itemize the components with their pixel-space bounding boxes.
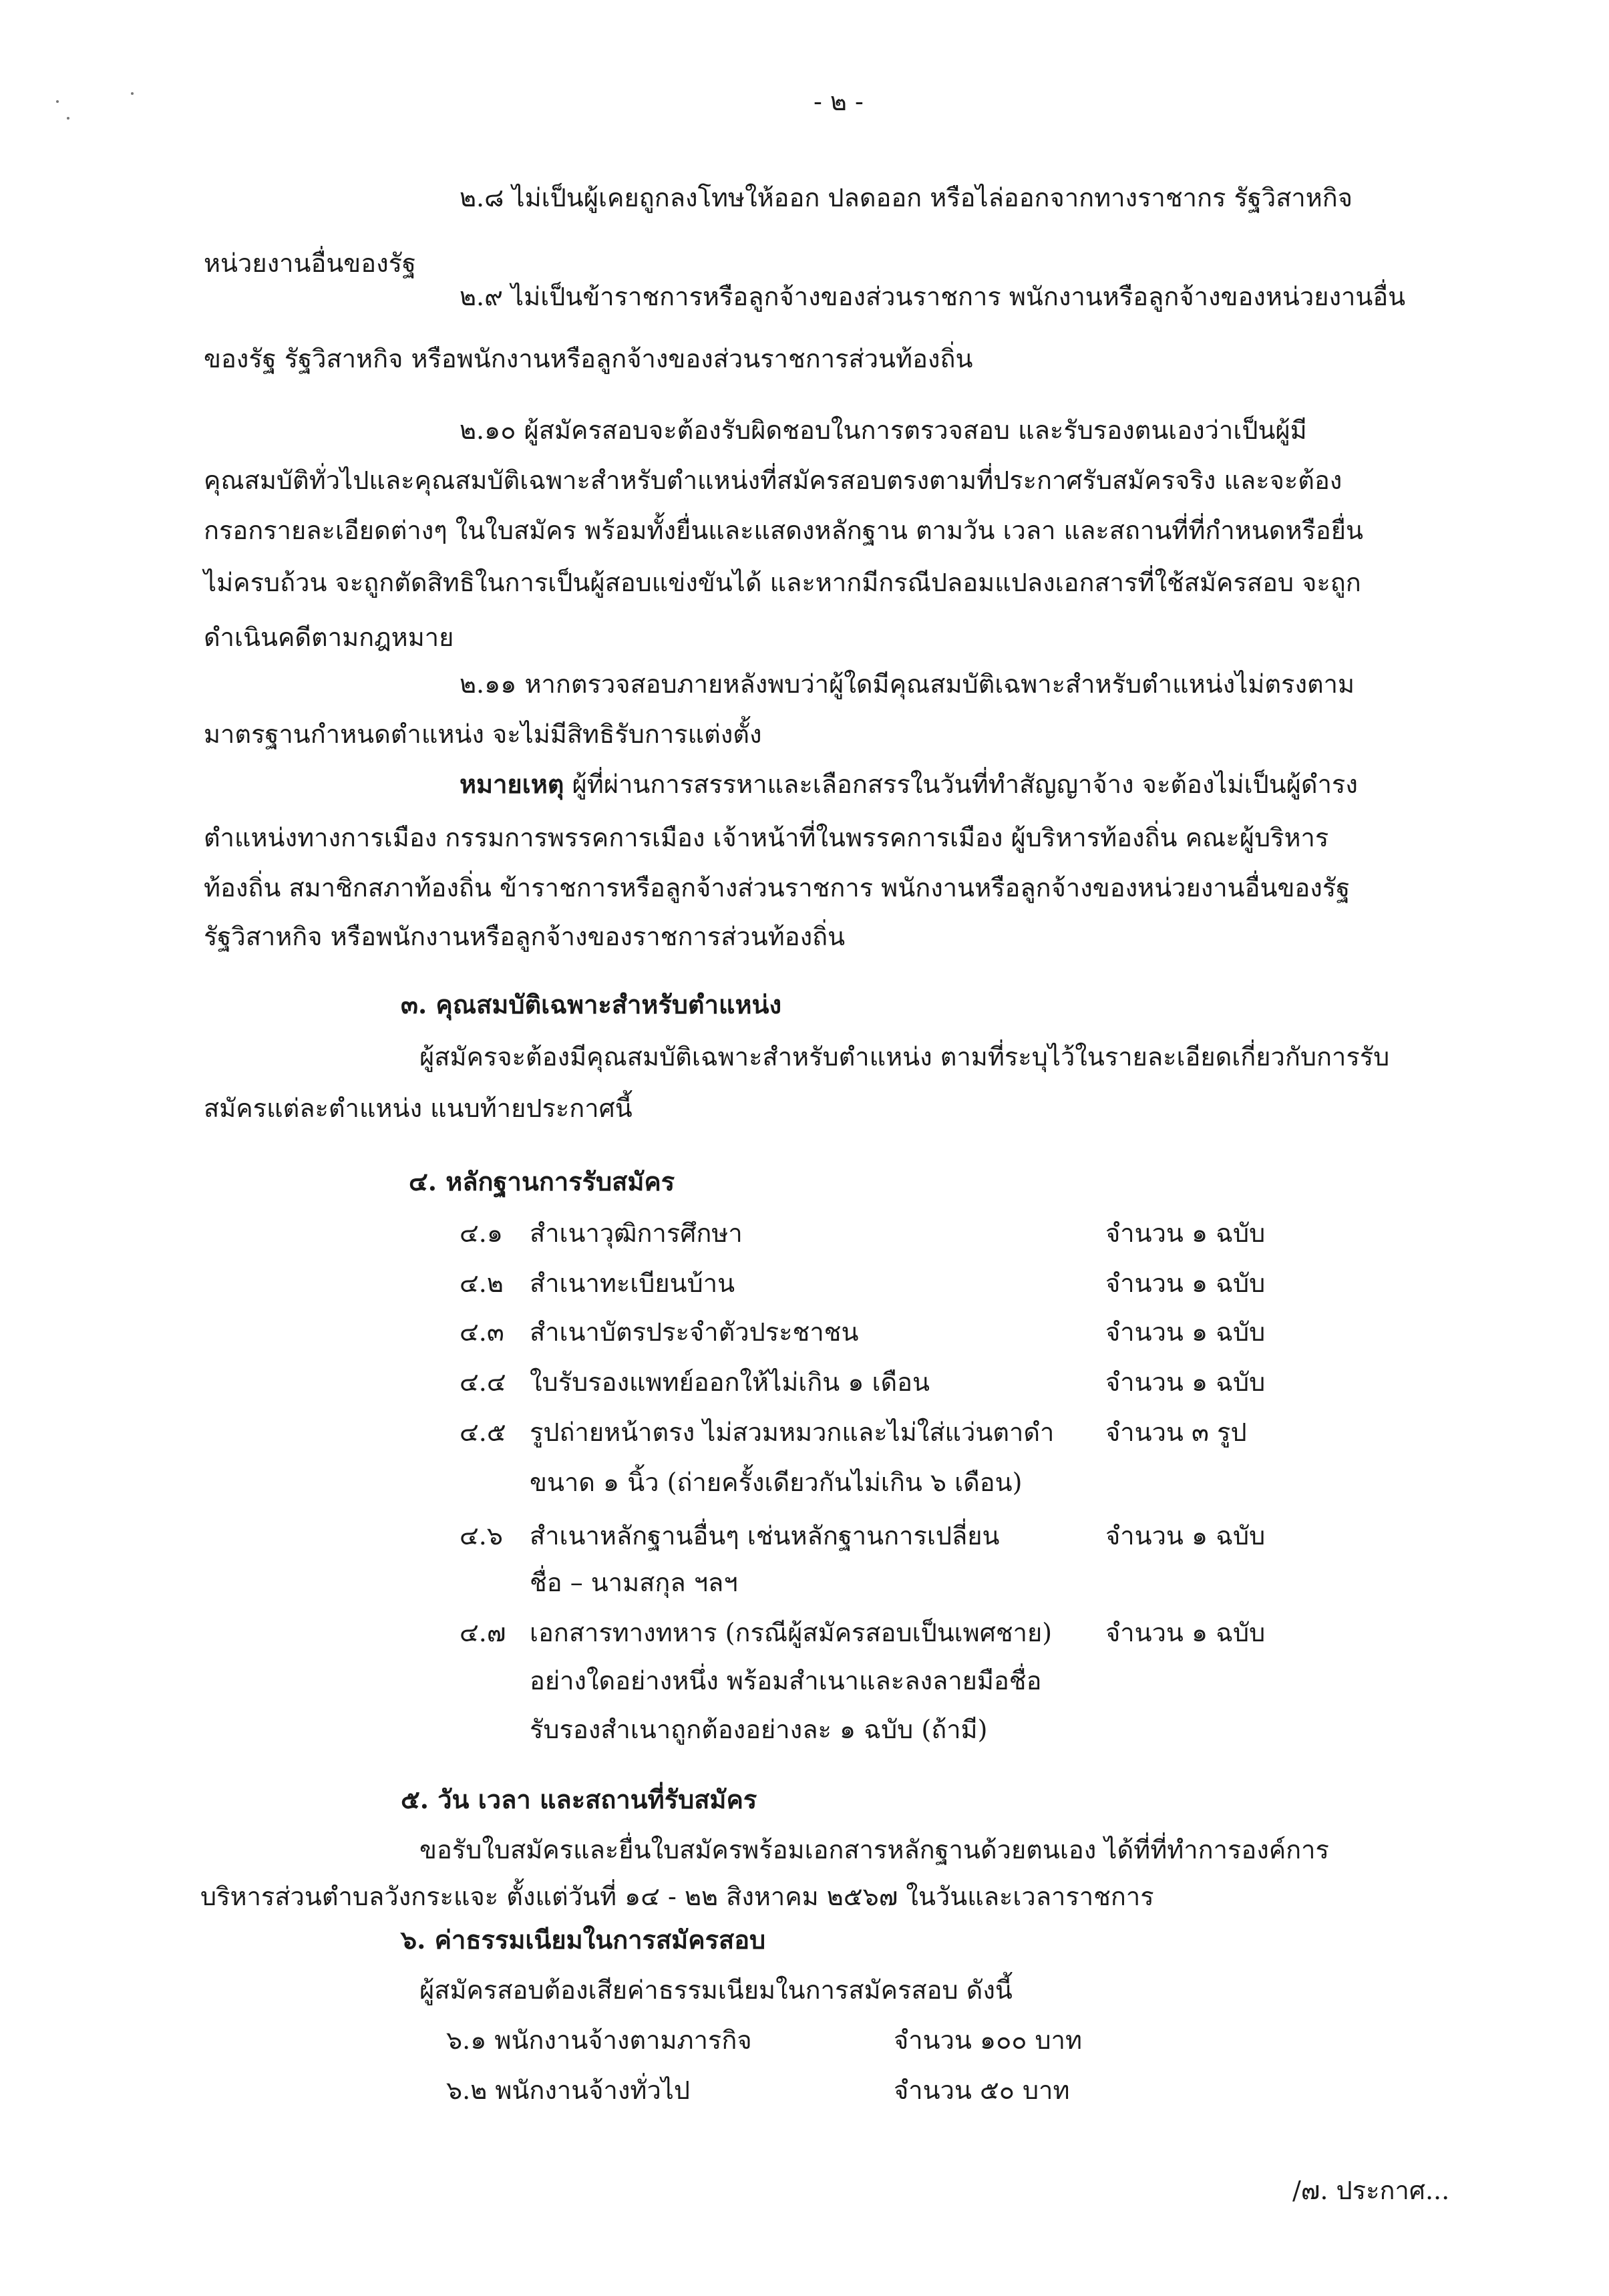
evidence-text: สำเนาวุฒิการศึกษา [530,1218,743,1248]
section-3-line1: ผู้สมัครจะต้องมีคุณสมบัติเฉพาะสำหรับตำแหน่ง ตามที่ระบุไว้ในรายละเอียดเกี่ยวกับการรับ [419,1042,1390,1072]
section-3-heading: ๓. คุณสมบัติเฉพาะสำหรับตำแหน่ง [401,989,782,1019]
evidence-text-cont: รับรองสำเนาถูกต้องอย่างละ ๑ ฉบับ (ถ้ามี) [530,1715,988,1744]
clause-2-10-line3: กรอกรายละเอียดต่างๆ ในใบสมัคร พร้อมทั้งยื่นและแสดงหลักฐาน ตามวัน เวลา และสถานที่ที่กำหนดหรือยื่น [204,516,1363,545]
evidence-no: ๔.๒ [460,1269,504,1298]
clause-2-8-line2: หน่วยงานอื่นของรัฐ [204,249,417,278]
evidence-text: สำเนาทะเบียนบ้าน [530,1269,735,1298]
evidence-text-cont: ขนาด ๑ นิ้ว (ถ่ายครั้งเดียวกันไม่เกิน ๖ เดือน) [530,1468,1023,1497]
evidence-text: สำเนาบัตรประจำตัวประชาชน [530,1317,859,1347]
evidence-qty: จำนวน ๑ ฉบับ [1105,1367,1266,1397]
section-3-line2: สมัครแต่ละตำแหน่ง แนบท้ายประกาศนี้ [204,1094,633,1123]
section-4-heading: ๔. หลักฐานการรับสมัคร [409,1166,675,1196]
evidence-no: ๔.๑ [460,1218,503,1248]
evidence-item [460,1520,1000,1552]
clause-2-10-line4: ไม่ครบถ้วน จะถูกตัดสิทธิในการเป็นผู้สอบแข่งขันได้ และหากมีกรณีปลอมแปลงเอกสารที่ใช้สมัครสอบ จะถูก [204,568,1361,597]
section-6-line1: ผู้สมัครสอบต้องเสียค่าธรรมเนียมในการสมัครสอบ ดังนี้ [419,1975,1013,2005]
fee-label: ๖.๑ พนักงานจ้างตามภารกิจ [446,2025,752,2055]
clause-2-9-line2: ของรัฐ รัฐวิสาหกิจ หรือพนักงานหรือลูกจ้างของส่วนราชการส่วนท้องถิ่น [204,344,973,373]
evidence-text: ใบรับรองแพทย์ออกให้ไม่เกิน ๑ เดือน [530,1367,930,1397]
clause-2-11-line2: มาตรฐานกำหนดตำแหน่ง จะไม่มีสิทธิรับการแต่งตั้ง [204,719,762,749]
evidence-text: เอกสารทางทหาร (กรณีผู้สมัครสอบเป็นเพศชาย) [530,1618,1053,1647]
section-5-heading: ๕. วัน เวลา และสถานที่รับสมัคร [401,1784,757,1814]
evidence-qty: จำนวน ๑ ฉบับ [1105,1218,1266,1248]
evidence-text-cont: ชื่อ – นามสกุล ฯลฯ [530,1568,738,1597]
evidence-qty: จำนวน ๑ ฉบับ [1105,1317,1266,1347]
evidence-text: สำเนาหลักฐานอื่นๆ เช่นหลักฐานการเปลี่ยน [530,1521,1000,1550]
evidence-item [460,1217,743,1249]
evidence-item [460,1366,930,1398]
evidence-item [460,1416,1055,1448]
evidence-item [460,1617,1053,1649]
clause-2-10-line5: ดำเนินคดีตามกฎหมาย [204,623,454,652]
evidence-no: ๔.๔ [460,1367,506,1397]
section-5-line1: ขอรับใบสมัครและยื่นใบสมัครพร้อมเอกสารหลักฐานด้วยตนเอง ได้ที่ที่ทำการองค์การ [419,1835,1329,1864]
evidence-no: ๔.๖ [460,1521,503,1550]
fee-label: ๖.๒ พนักงานจ้างทั่วไป [446,2076,691,2105]
scan-speck [131,92,134,95]
scan-speck [56,100,59,103]
evidence-qty: จำนวน ๑ ฉบับ [1105,1618,1266,1647]
clause-2-10-line2: คุณสมบัติทั่วไปและคุณสมบัติเฉพาะสำหรับตำแหน่งที่สมัครสอบตรงตามที่ประกาศรับสมัครจริง และจะต้อง [204,466,1343,495]
evidence-qty: จำนวน ๑ ฉบับ [1105,1521,1266,1550]
evidence-no: ๔.๓ [460,1317,504,1347]
evidence-text-cont: อย่างใดอย่างหนึ่ง พร้อมสำเนาและลงลายมือชื่อ [530,1666,1042,1695]
section-6-heading: ๖. ค่าธรรมเนียมในการสมัครสอบ [401,1925,766,1955]
remark-text: ผู้ที่ผ่านการสรรหาและเลือกสรรในวันที่ทำสัญญาจ้าง จะต้องไม่เป็นผู้ดำรง [572,770,1358,799]
remark-line2: ตำแหน่งทางการเมือง กรรมการพรรคการเมือง เจ้าหน้าที่ในพรรคการเมือง ผู้บริหารท้องถิ่น คณะผู้บริหาร [204,823,1329,852]
evidence-text: รูปถ่ายหน้าตรง ไม่สวมหมวกและไม่ใส่แว่นตาดำ [530,1418,1055,1447]
remark-line3: ท้องถิ่น สมาชิกสภาท้องถิ่น ข้าราชการหรือลูกจ้างส่วนราชการ พนักงานหรือลูกจ้างของหน่วยงานอื่นของรัฐ [204,873,1351,903]
scan-speck [67,117,69,120]
fee-amount: จำนวน ๕๐ บาท [894,2076,1070,2105]
clause-2-8-line1: ๒.๘ ไม่เป็นผู้เคยถูกลงโทษให้ออก ปลดออก หรือไล่ออกจากทางราชากร รัฐวิสาหกิจ [460,183,1353,212]
evidence-item [460,1267,735,1299]
clause-2-10-line1: ๒.๑๐ ผู้สมัครสอบจะต้องรับผิดชอบในการตรวจสอบ และรับรองตนเองว่าเป็นผู้มี [460,416,1307,445]
remark-line1 [460,768,1358,800]
remark-line4: รัฐวิสาหกิจ หรือพนักงานหรือลูกจ้างของราชการส่วนท้องถิ่น [204,922,846,951]
section-5-line2: บริหารส่วนตำบลวังกระแจะ ตั้งแต่วันที่ ๑๔ - ๒๒ สิงหาคม ๒๕๖๗ ในวันและเวลาราชการ [200,1882,1154,1911]
remark-label: หมายเหตุ [460,769,564,799]
evidence-no: ๔.๕ [460,1418,506,1447]
evidence-qty: จำนวน ๓ รูป [1105,1418,1247,1447]
evidence-no: ๔.๗ [460,1618,506,1647]
clause-2-9-line1: ๒.๙ ไม่เป็นข้าราชการหรือลูกจ้างของส่วนราชการ พนักงานหรือลูกจ้างของหน่วยงานอื่น [460,282,1406,311]
clause-2-11-line1: ๒.๑๑ หากตรวจสอบภายหลังพบว่าผู้ใดมีคุณสมบัติเฉพาะสำหรับตำแหน่งไม่ตรงตาม [460,669,1355,699]
continuation-note: /๗. ประกาศ... [1292,2176,1450,2205]
fee-amount: จำนวน ๑๐๐ บาท [894,2025,1083,2055]
page-number: - ๒ - [814,87,864,116]
evidence-item [460,1316,859,1348]
evidence-qty: จำนวน ๑ ฉบับ [1105,1269,1266,1298]
